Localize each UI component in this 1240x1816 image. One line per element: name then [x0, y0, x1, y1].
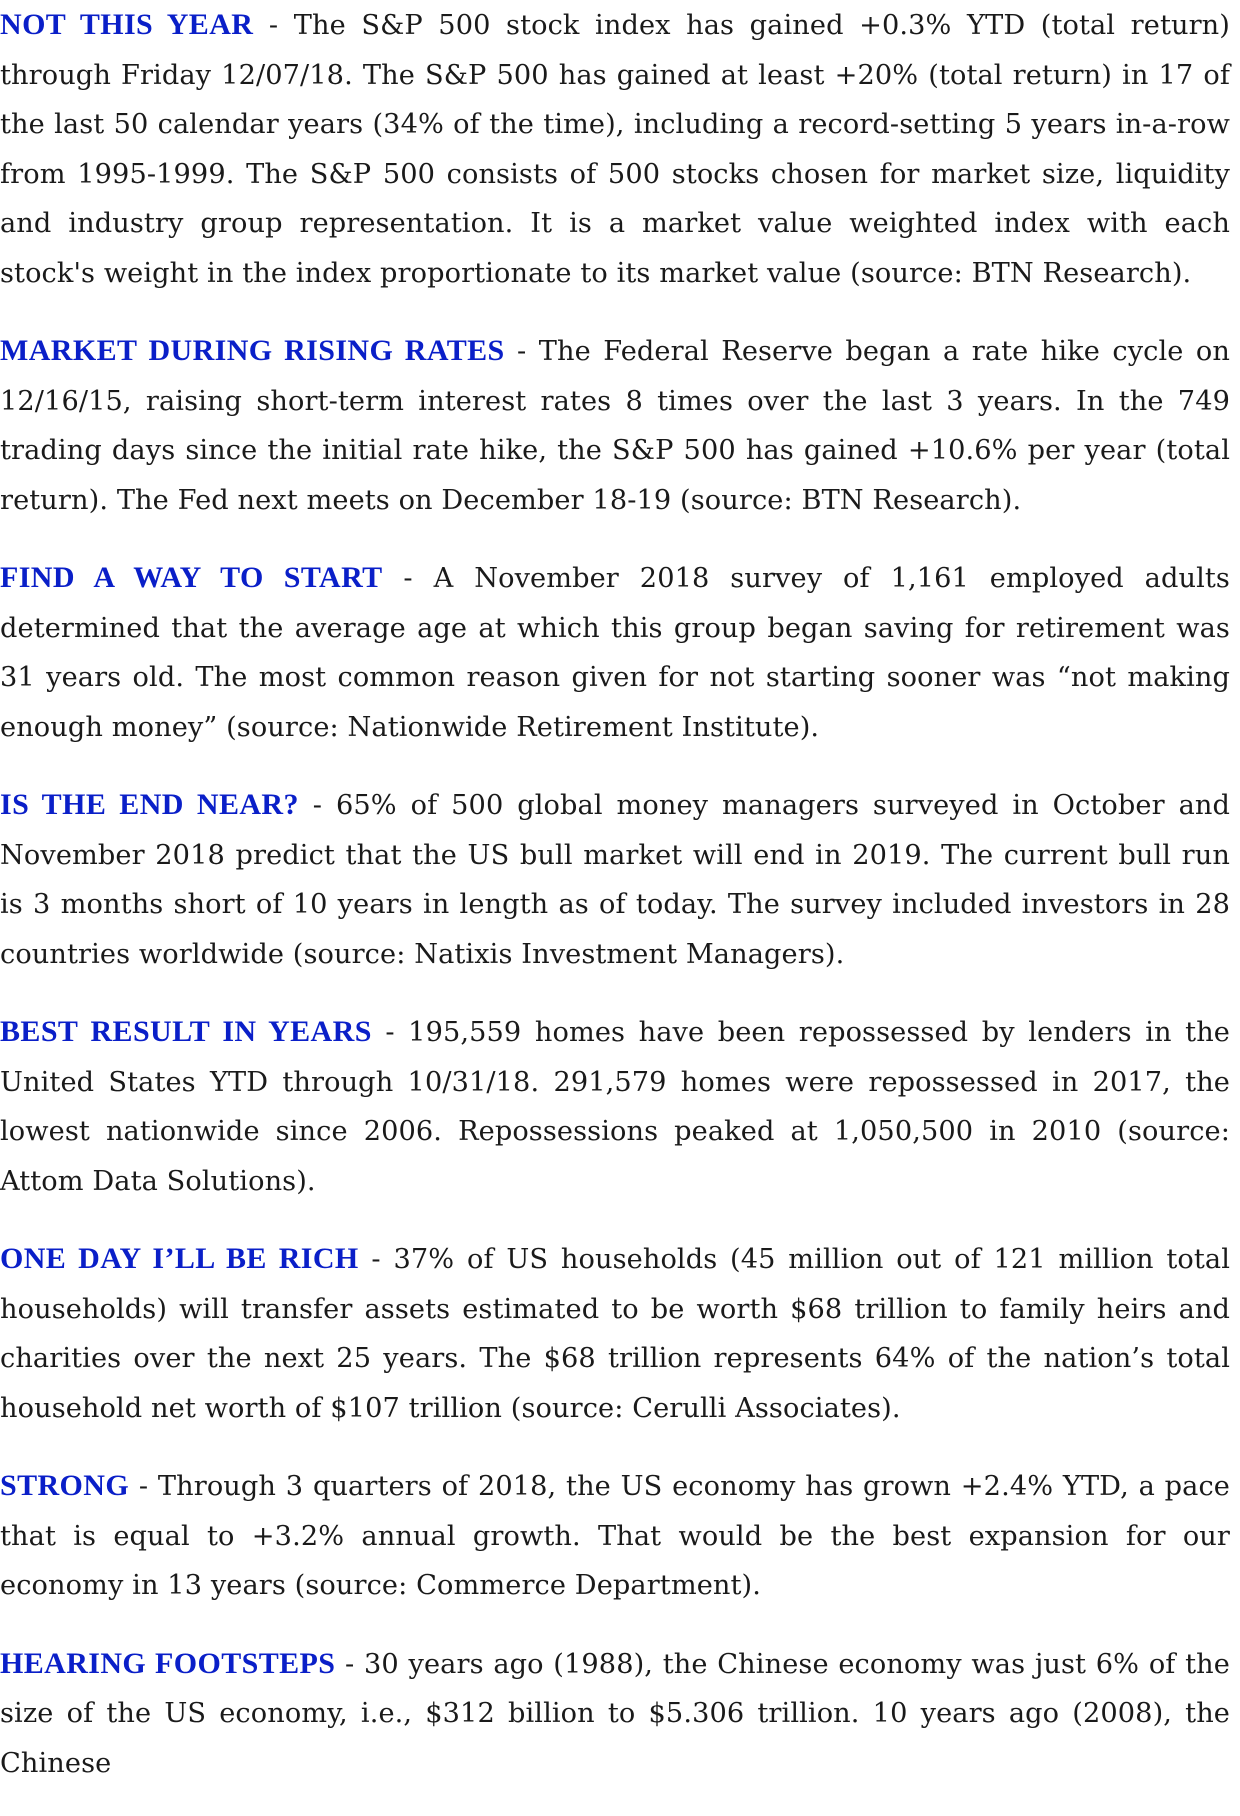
body-find-a-way-to-start: - A November 2018 survey of 1,161 employed adults determined that the average age at which this group began saving for retirement was 31 years old. The most common reason given for not starting sooner was “not making enough money” (source: Nationwide Retirement Institute).: [0, 563, 1230, 743]
body-market-during-rising-rates: - The Federal Reserve began a rate hike cycle on 12/16/15, raising short-term interest rates 8 times over the last 3 years. In the 749 trading days since the initial rate hike, the S&P 500 has gained +10.6% per year (total return). The Fed next meets on December 18-19 (source: BTN Research).: [0, 336, 1230, 516]
heading-hearing-footsteps: HEARING FOOTSTEPS: [0, 1646, 336, 1680]
paragraph-best-result-in-years: [0, 1007, 1230, 1206]
heading-strong: STRONG: [0, 1469, 130, 1502]
heading-find-a-way-to-start: FIND A WAY TO START: [0, 561, 383, 594]
paragraph-is-the-end-near: [0, 780, 1230, 979]
paragraph-hearing-footsteps: [0, 1639, 1230, 1789]
paragraph-market-during-rising-rates: [0, 326, 1230, 525]
body-is-the-end-near: - 65% of 500 global money managers surveyed in October and November 2018 predict that the US bull market will end in 2019. The current bull run is 3 months short of 10 years in length as of today. The survey included investors in 28 countries worldwide (source: Natixis Investment Managers).: [0, 790, 1230, 970]
paragraph-one-day-ill-be-rich: [0, 1234, 1230, 1433]
paragraph-find-a-way-to-start: [0, 553, 1230, 752]
heading-market-during-rising-rates: MARKET DURING RISING RATES: [0, 334, 505, 367]
body-best-result-in-years: - 195,559 homes have been repossessed by lenders in the United States YTD through 10/31/18. 291,579 homes were repossessed in 2017, the lowest nationwide since 2006. Repossessions peaked at 1,050,500 in 2010 (source: Attom Data Solutions).: [0, 1017, 1230, 1197]
heading-is-the-end-near: IS THE END NEAR?: [0, 788, 299, 821]
body-strong: - Through 3 quarters of 2018, the US economy has grown +2.4% YTD, a pace that is equal to +3.2% annual growth. That would be the best expansion for our economy in 13 years (source: Commerce Department).: [0, 1471, 1230, 1601]
heading-best-result-in-years: BEST RESULT IN YEARS: [0, 1015, 372, 1048]
paragraph-strong: [0, 1461, 1230, 1611]
body-one-day-ill-be-rich: - 37% of US households (45 million out of 121 million total households) will transfer assets estimated to be worth $68 trillion to family heirs and charities over the next 25 years. The $68 trillion represents 64% of the nation’s total household net worth of $107 trillion (source: Cerulli Associates).: [0, 1244, 1230, 1424]
heading-not-this-year: NOT THIS YEAR: [0, 8, 254, 41]
paragraph-not-this-year: [0, 0, 1230, 298]
body-hearing-footsteps: - 30 years ago (1988), the Chinese economy was just 6% of the size of the US economy, i.e., $312 billion to $5.306 trillion. 10 years ago (2008), the Chinese: [0, 1648, 1230, 1779]
heading-one-day-ill-be-rich: ONE DAY I’LL BE RICH: [0, 1242, 359, 1275]
body-not-this-year: - The S&P 500 stock index has gained +0.3% YTD (total return) through Friday 12/07/18. The S&P 500 has gained at least +20% (total return) in 17 of the last 50 calendar years (34% of the time), including a record-setting 5 years in-a-row from 1995-1999. The S&P 500 consists of 500 stocks chosen for market size, liquidity and industry group representation. It is a market value weighted index with each stock's weight in the index proportionate to its market value (source: BTN Research).: [0, 10, 1230, 289]
